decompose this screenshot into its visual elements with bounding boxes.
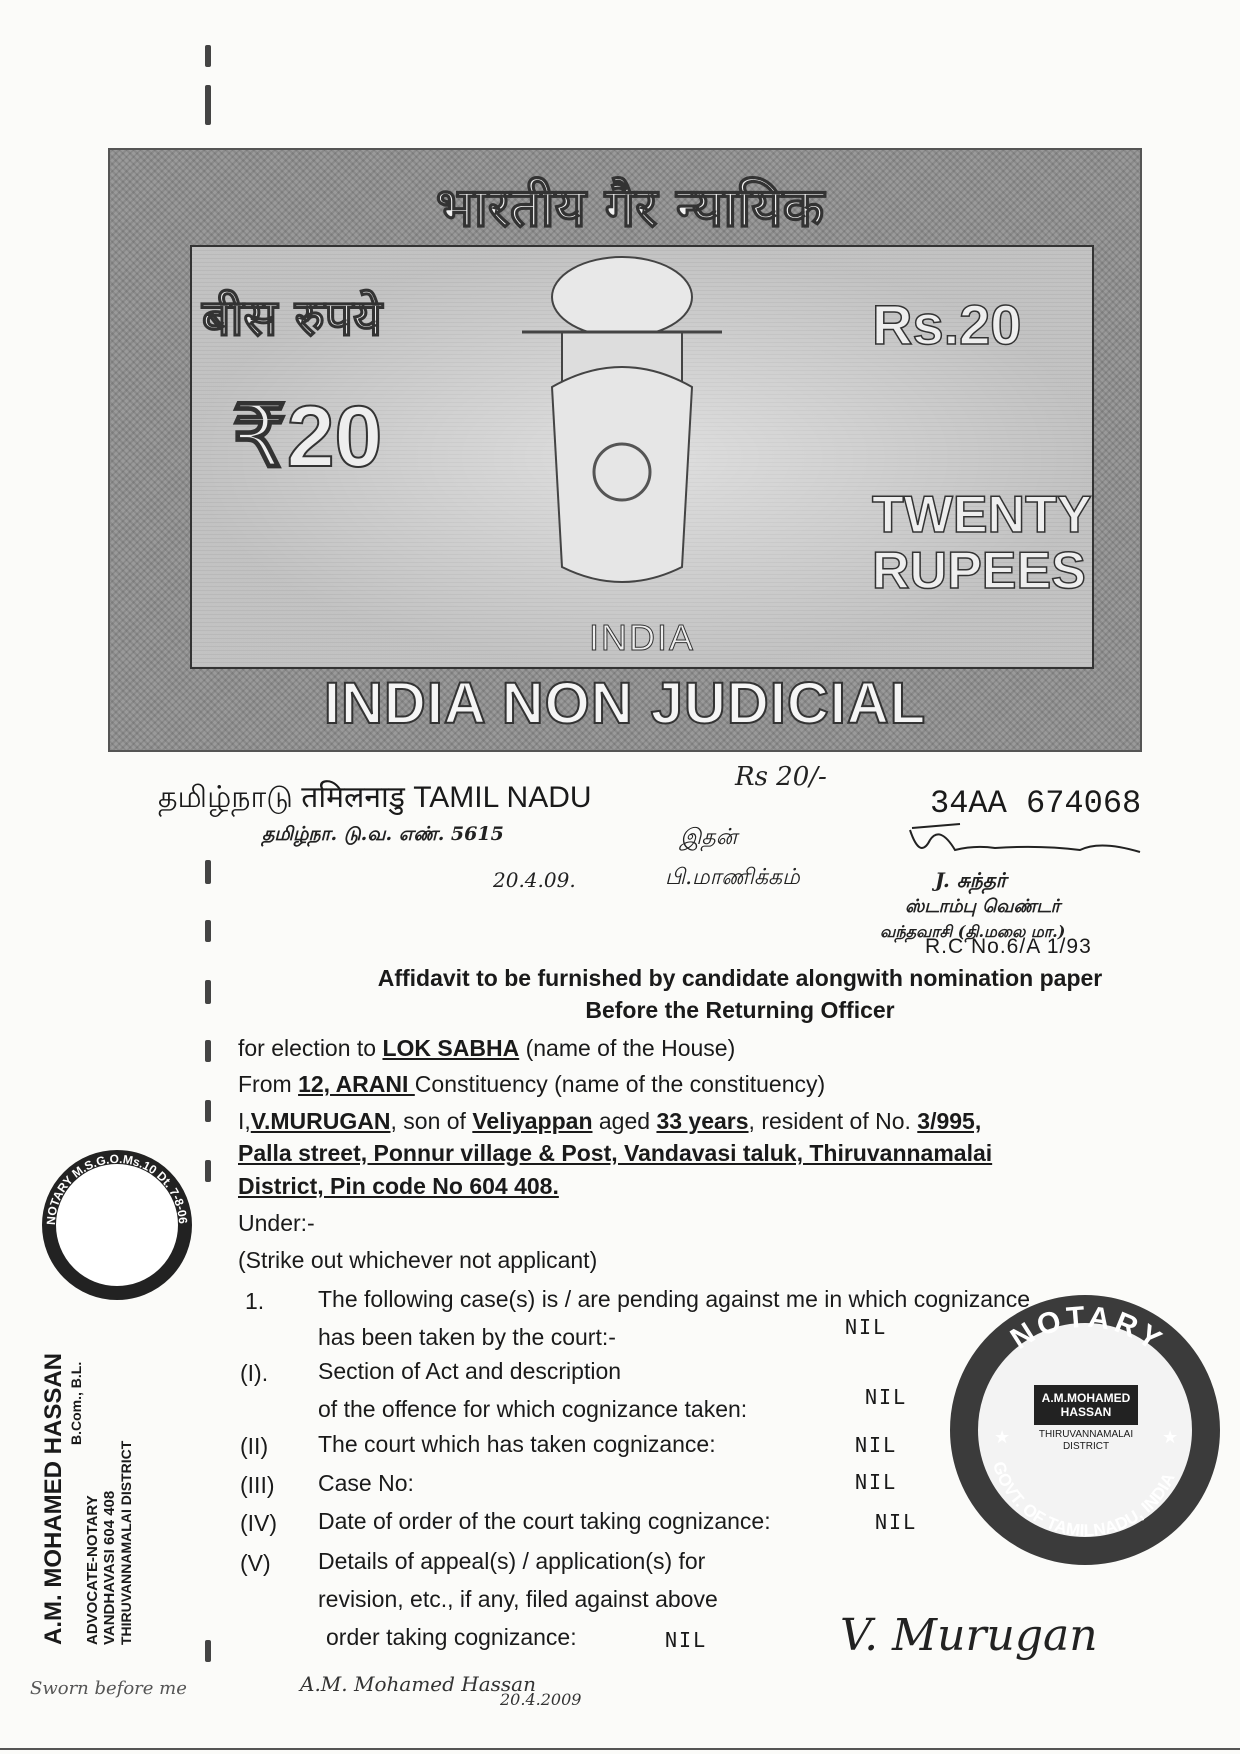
binder-mark <box>205 1640 211 1662</box>
affidavit-title: Affidavit to be furnished by candidate alongwith nomination paper <box>377 965 1103 991</box>
vendor-name: J. சுந்தர் <box>935 868 1007 892</box>
handwritten-date: 20.4.09. <box>493 868 576 892</box>
stamp-rs-value: Rs.20 <box>872 293 1022 356</box>
handwritten-signature-top: இதன் <box>680 825 738 850</box>
address-line-2: Palla street, Ponnur village & Post, Vandavasi taluk, Thiruvannamalai <box>238 1140 993 1166</box>
handwritten-amount: Rs 20/- <box>735 762 827 792</box>
vendor-signature-icon <box>900 820 1160 868</box>
handwritten-purchaser-name: பி.மாணிக்கம் <box>665 865 800 890</box>
election-line: for election to LOK SABHA (name of the House) <box>238 1035 736 1061</box>
binder-mark <box>205 980 211 1004</box>
sworn-before-note: Sworn before me <box>30 1678 187 1699</box>
notary-designation: ADVOCATE-NOTARY <box>84 1495 101 1645</box>
notary-rectangular-stamp <box>40 1305 134 1645</box>
item-text: Date of order of the court taking cognizance: <box>318 1508 771 1534</box>
page-edge <box>0 1748 1240 1750</box>
notary-round-seal-left <box>42 1150 192 1300</box>
notary-signature-date: 20.4.2009 <box>500 1690 582 1709</box>
state-label: தமிழ்நாடு तमिलनाडु TAMIL NADU <box>158 781 592 814</box>
vendor-place: வந்தவாசி (தி.மலை மா.) <box>880 922 1066 941</box>
ashoka-emblem-icon <box>492 237 752 617</box>
stamp-hindi-value: बीस रुपये <box>202 289 383 347</box>
binder-mark <box>205 860 211 884</box>
svg-text:NOTARY M.S.G.O.Ms.10 Dt. 7-8-0: NOTARY M.S.G.O.Ms.10 Dt. 7-8-06 <box>43 1151 191 1226</box>
constituency-name: 12, ARANI <box>298 1071 415 1097</box>
house-name: LOK SABHA <box>382 1035 520 1061</box>
stamp-hindi-title: भारतीय गैर न्यायिक <box>435 176 825 239</box>
item-text: Details of appeal(s) / application(s) for revision, etc., if any, filed against above order taking cognizance: <box>318 1548 718 1650</box>
notary-name: A.M. MOHAMED HASSAN <box>40 1353 67 1645</box>
candidate-name: V.MURUGAN <box>250 1108 391 1134</box>
seal-ring-text <box>42 1150 192 1300</box>
father-name: Veliyappan <box>472 1108 593 1134</box>
item-text: The court which has taken cognizance: <box>318 1431 716 1457</box>
seal-district: THIRUVANNAMALAI DISTRICT <box>1038 1429 1134 1452</box>
svg-text:GOVT. OF TAMILNADU, INDIA: GOVT. OF TAMILNADU, INDIA <box>988 1459 1179 1541</box>
item-text: Section of Act and description of the offence for which cognizance taken: <box>318 1358 748 1422</box>
binder-mark <box>205 1100 211 1122</box>
item-answer: NIL <box>855 1470 898 1494</box>
item-number: (I). <box>240 1360 269 1386</box>
binder-mark <box>205 920 211 942</box>
candidate-age: 33 years <box>656 1108 749 1134</box>
item-number: 1. <box>245 1288 265 1314</box>
item-answer: NIL <box>875 1510 918 1534</box>
item-answer: NIL <box>855 1433 898 1457</box>
constituency-line: From 12, ARANI Constituency (name of the constituency) <box>238 1071 826 1097</box>
door-number: 3/995, <box>917 1108 982 1134</box>
stamp-serial-number: 34AA 674068 <box>930 785 1142 822</box>
notary-qualification: B.Com., B.L. <box>68 1361 84 1445</box>
item-answer: NIL <box>845 1315 888 1339</box>
binder-mark <box>205 45 211 67</box>
handwritten-registration: தமிழ்நா. டு.வ. எண். 5615 <box>262 823 504 845</box>
notary-round-seal-right <box>950 1295 1220 1565</box>
item-number: (III) <box>240 1472 275 1498</box>
seal-notary-name: A.M.MOHAMED HASSAN <box>1034 1385 1138 1425</box>
item-text: The following case(s) is / are pending against me in which cognizance has been taken by the court:- <box>318 1286 1031 1350</box>
item-text: Case No: <box>318 1470 414 1496</box>
stamp-twenty-rupees: TWENTY RUPEES <box>872 486 1092 600</box>
item-answer: NIL <box>665 1628 708 1652</box>
notary-district: THIRUVANNAMALAI DISTRICT <box>118 1440 134 1645</box>
strike-note: (Strike out whichever not applicant) <box>238 1247 598 1273</box>
stamp-rupee-value: ₹20 <box>232 389 383 485</box>
non-judicial-stamp <box>108 148 1142 752</box>
stamp-non-judicial-label: INDIA NON JUDICIAL <box>323 671 927 736</box>
item-number: (V) <box>240 1550 271 1576</box>
seal-center <box>1034 1385 1138 1475</box>
item-number: (II) <box>240 1433 269 1459</box>
stamp-india-label: INDIA <box>588 617 695 658</box>
star-icon: ★ <box>994 1427 1011 1447</box>
address-line-3: District, Pin code No 604 408. <box>238 1173 559 1199</box>
vendor-title: ஸ்டாம்பு வெண்டர் <box>905 896 1061 917</box>
deponent-line: I,V.MURUGAN, son of Veliyappan aged 33 years, resident of No. 3/995, <box>238 1108 982 1134</box>
vendor-rc-number: R.C No.6/A 1/93 <box>925 935 1092 958</box>
svg-text:NOTARY: NOTARY <box>1004 1300 1171 1360</box>
binder-mark <box>205 85 211 125</box>
stamp-inner-panel <box>190 245 1094 669</box>
binder-mark <box>205 1160 211 1182</box>
item-answer: NIL <box>865 1385 908 1409</box>
under-label: Under:- <box>238 1210 315 1236</box>
item-number: (IV) <box>240 1510 278 1536</box>
binder-mark <box>205 1040 211 1062</box>
candidate-signature: V. Murugan <box>840 1610 1098 1661</box>
affidavit-subtitle: Before the Returning Officer <box>585 997 895 1023</box>
notary-signature: A.M. Mohamed Hassan <box>300 1672 536 1696</box>
star-icon: ★ <box>1162 1427 1179 1447</box>
notary-address: VANDHAVASI 604 408 <box>101 1490 118 1645</box>
